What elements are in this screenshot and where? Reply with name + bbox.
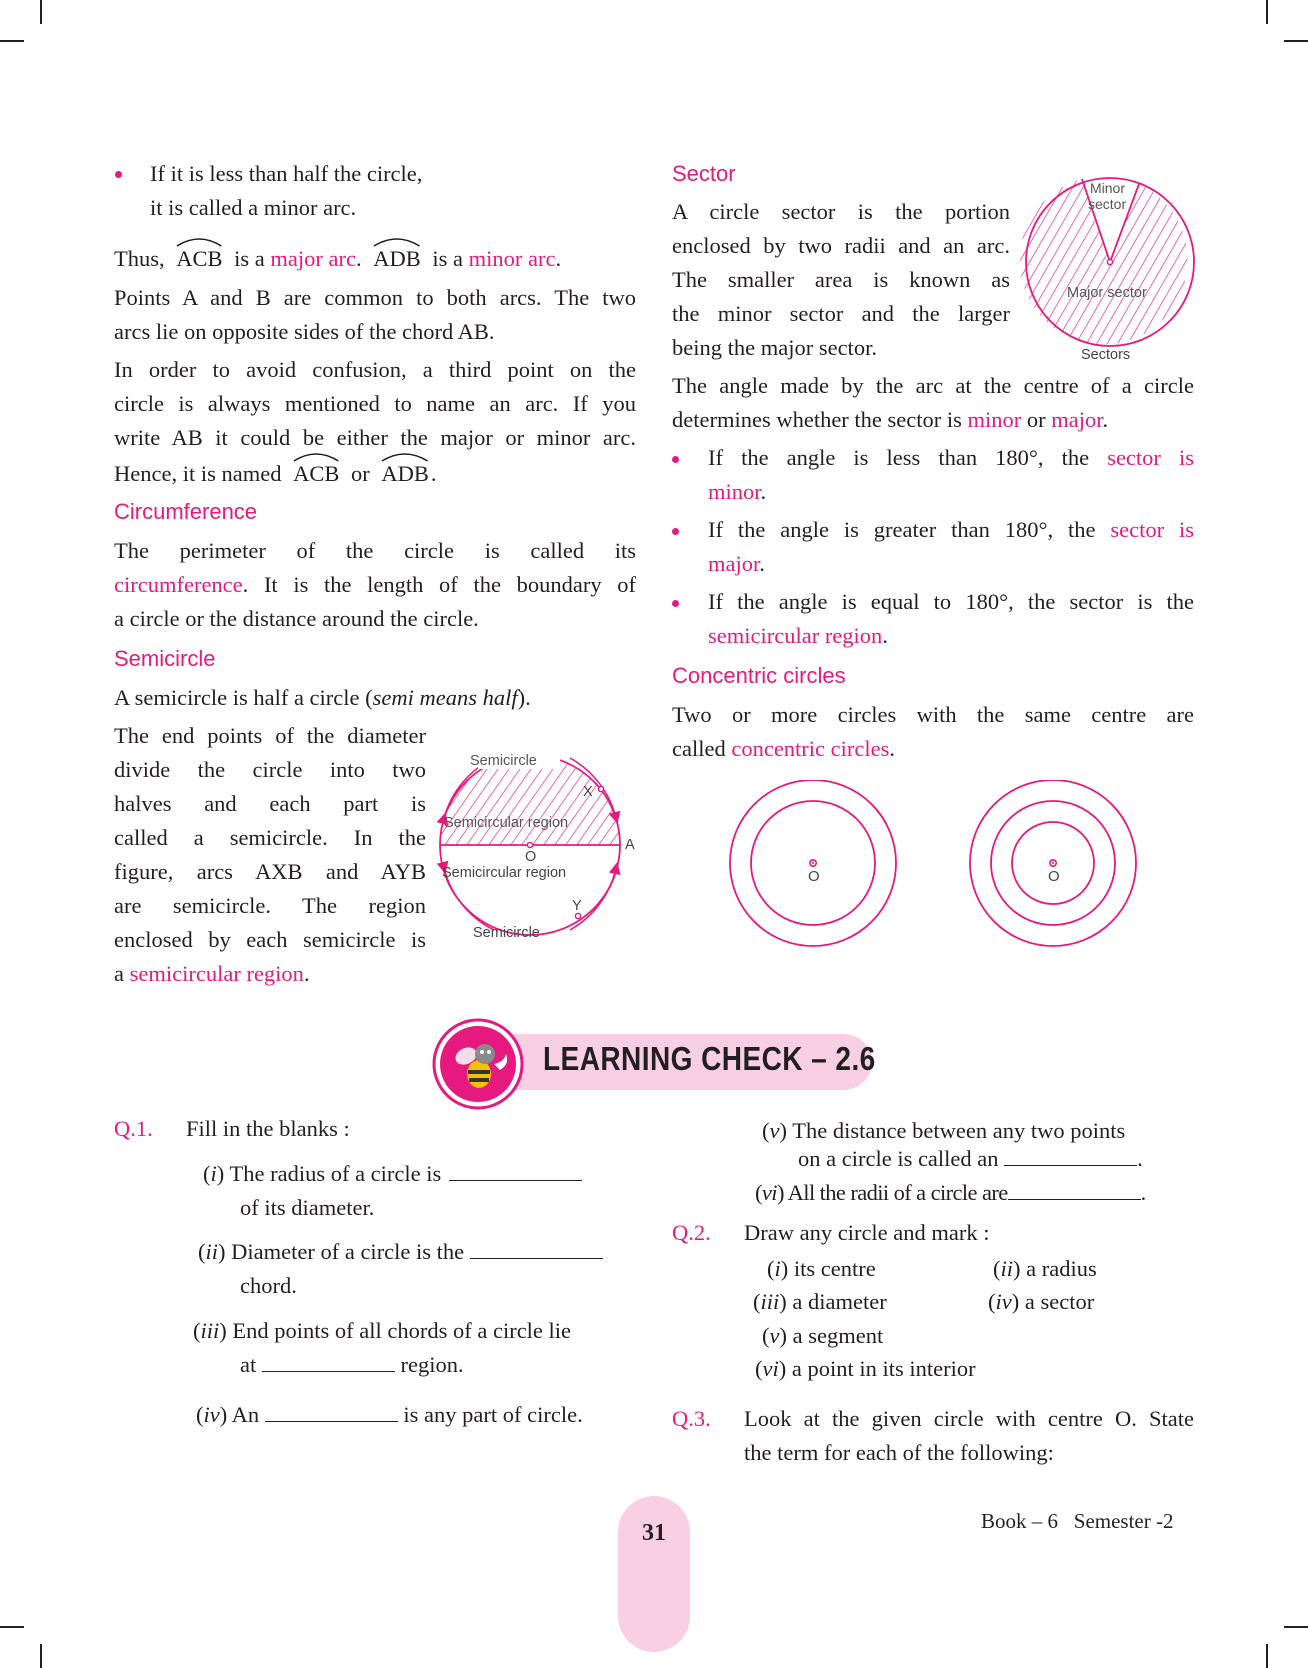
crop-mark (1266, 1644, 1268, 1668)
angle-para: The angle made by the arc at the centre of a circle determines whether the sector is minor or major. (672, 373, 1194, 432)
thus-line: Thus, ACB is a major arc. ADB is a minor arc. (114, 242, 644, 276)
crop-mark (0, 40, 24, 42)
q2-item-ii: (ii) a radius (993, 1256, 1097, 1281)
label-semicircle-top: Semicircle (470, 753, 537, 769)
q1-number: Q.1. (114, 1116, 153, 1141)
label-o: O (808, 868, 820, 885)
crop-mark (40, 1644, 42, 1668)
label-sector: sector (1088, 196, 1127, 212)
page-number: 31 (642, 1520, 666, 1546)
fill-blank[interactable] (265, 1399, 398, 1422)
q2-prompt: Draw any circle and mark : (744, 1220, 990, 1245)
confusion-para: In order to avoid confusion, a third point on the circle is always mentioned to name an arc. If you write AB it could be either the major or minor arc. (114, 357, 636, 450)
bullet-dot (672, 456, 679, 463)
label-o: O (1048, 868, 1060, 885)
circumference-heading: Circumference (114, 499, 258, 524)
label-minor: Minor (1090, 180, 1126, 196)
label-major-sector: Major sector (1067, 285, 1147, 301)
semicircle-para: The end points of the diameter divide the circle into two halves and each part is called a semicircle. In the figure, arcs AXB and AYB are semicircle. The region enclosed by each semicircle is a semicircular region. (114, 723, 426, 986)
minor-arc-term: minor arc (468, 246, 556, 271)
label-y: Y (572, 898, 582, 914)
fill-blank[interactable] (262, 1349, 395, 1372)
q2-number: Q.2. (672, 1220, 711, 1245)
crop-mark (1284, 1626, 1308, 1628)
q2-item-iii: (iii) a diameter (753, 1289, 887, 1314)
centre-point (527, 842, 532, 847)
crop-mark (1266, 0, 1268, 24)
bullet-dot (672, 528, 679, 535)
bee-mascot-icon (432, 1018, 524, 1110)
sector-para: A circle sector is the portion enclosed by two radii and an arc. The smaller area is known as the minor sector and the larger being the major sector. (672, 199, 1010, 360)
q1-item-v: (v) The distance between any two points on a circle is called an . (762, 1118, 1143, 1171)
crop-mark (0, 1626, 24, 1628)
fill-blank[interactable] (470, 1236, 603, 1259)
angle-bullet-1: If the angle is less than 180°, the sector is minor. (708, 445, 1194, 504)
q1-item-iii: (iii) End points of all chords of a circle lie at region. (193, 1318, 572, 1377)
q3-text: Look at the given circle with centre O. State the term for each of the following: (744, 1406, 1194, 1465)
semicircle-figure (430, 740, 650, 960)
q1-item-i: (i) The radius of a circle is of its diameter. (203, 1157, 636, 1225)
point-y (575, 913, 580, 918)
q1-item-ii: (ii) Diameter of a circle is the chord. (198, 1235, 636, 1303)
q2-item-vi: (vi) a point in its interior (755, 1356, 976, 1381)
sector-figure (1020, 170, 1205, 370)
circumference-para: The perimeter of the circle is called its circumference. It is the length of the boundary of a circle or the distance around the circle. (114, 538, 636, 631)
label-o: O (525, 849, 537, 865)
sector-heading: Sector (672, 161, 736, 186)
major-arc-term: major arc (270, 246, 356, 271)
learning-check-title: LEARNING CHECK – 2.6 (543, 1040, 876, 1077)
q1-prompt: Fill in the blanks : (186, 1116, 350, 1141)
concentric-para: Two or more circles with the same centre are called concentric circles. (672, 702, 1194, 761)
q2-item-i: (i) its centre (767, 1256, 876, 1281)
bullet-dot (115, 171, 122, 178)
common-points-para: Points A and B are common to both arcs. The two arcs lie on opposite sides of the chord AB. (114, 285, 636, 344)
label-region-top: Semicircular region (444, 815, 569, 831)
semicircle-definition: A semicircle is half a circle (semi means half). (114, 685, 531, 710)
footer-book: Book – 6 Semester -2 (981, 1509, 1174, 1533)
label-a: A (625, 837, 635, 853)
angle-bullet-3: If the angle is equal to 180°, the sector is the semicircular region. (708, 589, 1194, 648)
q2-item-iv: (iv) a sector (988, 1289, 1095, 1314)
fill-blank[interactable] (1004, 1143, 1137, 1166)
q1-item-iv: (iv) An is any part of circle. (196, 1398, 636, 1432)
semicircle-heading: Semicircle (114, 646, 216, 671)
minor-arc-bullet: If it is less than half the circle, it is called a minor arc. (150, 161, 423, 220)
q2-item-v: (v) a segment (762, 1323, 884, 1348)
sector-centre (1107, 259, 1112, 264)
angle-bullet-2: If the angle is greater than 180°, the sector is major. (708, 517, 1194, 576)
label-region-bottom: Semicircular region (442, 865, 567, 881)
bullet-dot (672, 600, 679, 607)
concentric-heading: Concentric circles (672, 663, 846, 688)
named-line: Hence, it is named ACB or ADB. (114, 457, 436, 491)
concentric-figure (725, 780, 1145, 950)
q1-item-vi: (vi) All the radii of a circle are . (755, 1176, 1195, 1210)
label-x: X (583, 784, 593, 800)
crop-mark (1284, 40, 1308, 42)
fill-blank[interactable] (1008, 1177, 1141, 1200)
label-semicircle-bottom: Semicircle (473, 925, 540, 941)
crop-mark (40, 0, 42, 24)
point-x (598, 786, 603, 791)
fill-blank[interactable] (449, 1158, 582, 1181)
label-sectors-caption: Sectors (1081, 347, 1131, 363)
q3-number: Q.3. (672, 1406, 711, 1431)
